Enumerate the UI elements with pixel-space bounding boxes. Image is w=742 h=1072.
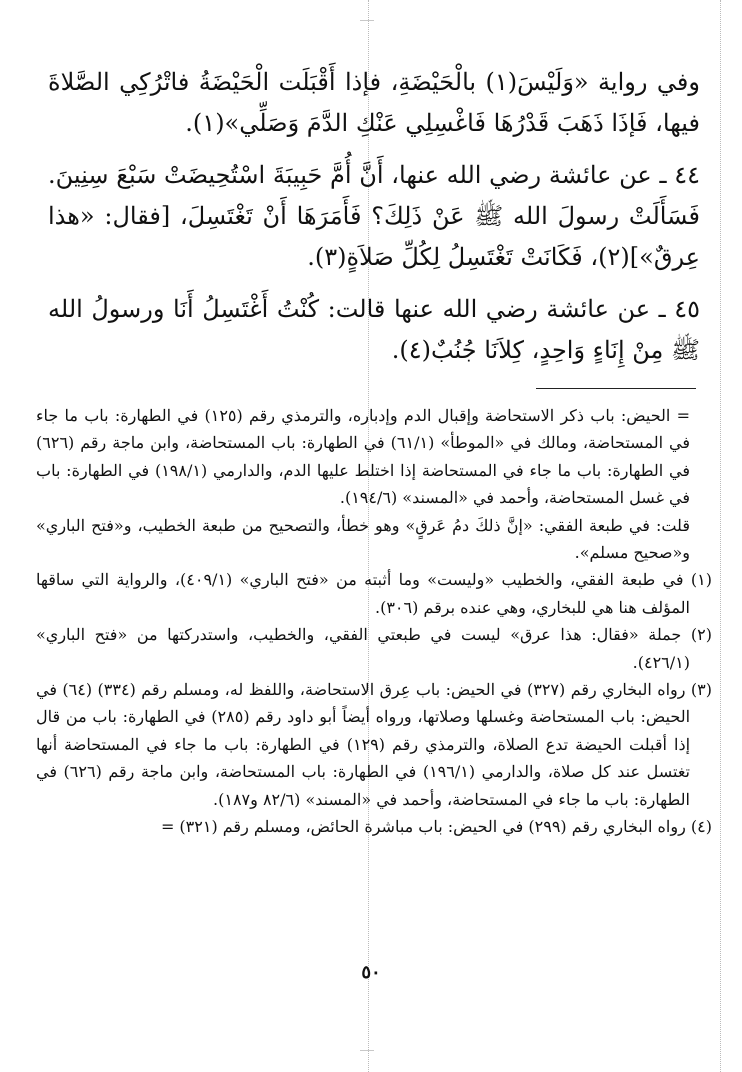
page-number: ٥٠ bbox=[361, 962, 381, 983]
footnote-1: (١) في طبعة الفقي، والخطيب «وليست» وما أثبته من «فتح الباري» (٤٠٩/١)، والرواية التي ساقها المؤلف هنا هي للبخاري، وهي عنده برقم (٣٠٦). bbox=[36, 570, 713, 617]
hadith-44: ٤٤ ـ عن عائشة رضي الله عنها، أَنَّ أُمَّ حَبِيبَةَ اسْتُحِيضَتْ سَبْعَ سِنِينَ. فَسَأَلَتْ رسولَ الله ﷺ عَنْ ذَلِكَ؟ فَأَمَرَهَا أَنْ تَغْتَسِلَ، [فقال: «هذا عِرقٌ»](٢)، فَكَانَتْ تَغْتَسِلُ لِكُلِّ صَلاَةٍ(٣). bbox=[48, 161, 700, 271]
footnote-3: (٣) رواه البخاري رقم (٣٢٧) في الحيض: باب عِرق الاستحاضة، واللفظ له، ومسلم رقم (٣٣٤) (٦٤) في الحيض: باب المستحاضة وغسلها وصلاتها، ورواه أيضاً أبو داود رقم (٢٨٥) في الطهارة: باب من قال إذا أقبلت الحيضة تدع الصلاة، والترمذي رقم (١٢٩) في الطهارة: باب ما جاء في المستحاضة أنها تغتسل عند كل صلاة، والدارمي (١٩٦/١) في الطهارة: باب المستحاضة، وابن ماجة رقم (٦٢٦) في الطهارة: باب ما جاء في المستحاضة، وأحمد في «المسند» (٨٢/٦ و١٨٧). bbox=[36, 680, 713, 809]
crop-mark bbox=[360, 1050, 374, 1051]
hadith-45: ٤٥ ـ عن عائشة رضي الله عنها قالت: كُنْتُ أَغْتَسِلُ أَنَا ورسولُ الله ﷺ مِنْ إِنَاءٍ وَاحِدٍ، كِلاَنَا جُنُبٌ(٤). bbox=[48, 295, 700, 364]
margin-guide-line bbox=[720, 0, 722, 1072]
footnote-separator bbox=[536, 388, 696, 389]
footnote-remark: قلت: في طبعة الفقي: «إنَّ ذلكَ دمُ عَرقٍ» وهو خطأ، والتصحيح من طبعة الخطيب، و«فتح الباري» و«صحيح مسلم». bbox=[36, 515, 690, 563]
footnote-4: (٤) رواه البخاري رقم (٢٩٩) في الحيض: باب مباشرة الحائض، ومسلم رقم (٣٢١) = bbox=[160, 817, 712, 837]
footnotes bbox=[36, 402, 712, 841]
main-text bbox=[48, 62, 700, 382]
hadith-continuation: وفي رواية «وَلَيْسَ(١) بالْحَيْضَةِ، فإذا أَقْبَلَت الْحَيْضَةُ فاتْرُكِي الصَّلاةَ فيها، فَإذَا ذَهَبَ قَدْرُهَا فَاغْسِلِي عَنْكِ الدَّمَ وَصَلِّي»(١). bbox=[48, 68, 700, 137]
footnote-continuation: = الحيض: باب ذكر الاستحاضة وإقبال الدم وإدباره، والترمذي رقم (١٢٥) في الطهارة: باب ما جاء في المستحاضة، ومالك في «الموطأ» (٦١/١) في الطهارة: باب المستحاضة، وابن ماجة رقم (٦٢٦) في الطهارة: باب ما جاء في المستحاضة إذا اختلط عليها الدم، والدارمي (١٩٨/١) في الطهارة: باب في غسل المستحاضة، وأحمد في «المسند» (١٩٤/٦). bbox=[36, 406, 691, 508]
footnote-2: (٢) جملة «فقال: هذا عرق» ليست في طبعتي الفقي، والخطيب، واستدركتها من «فتح الباري» (٤٢٦/١). bbox=[36, 625, 712, 672]
crop-mark bbox=[360, 20, 374, 21]
